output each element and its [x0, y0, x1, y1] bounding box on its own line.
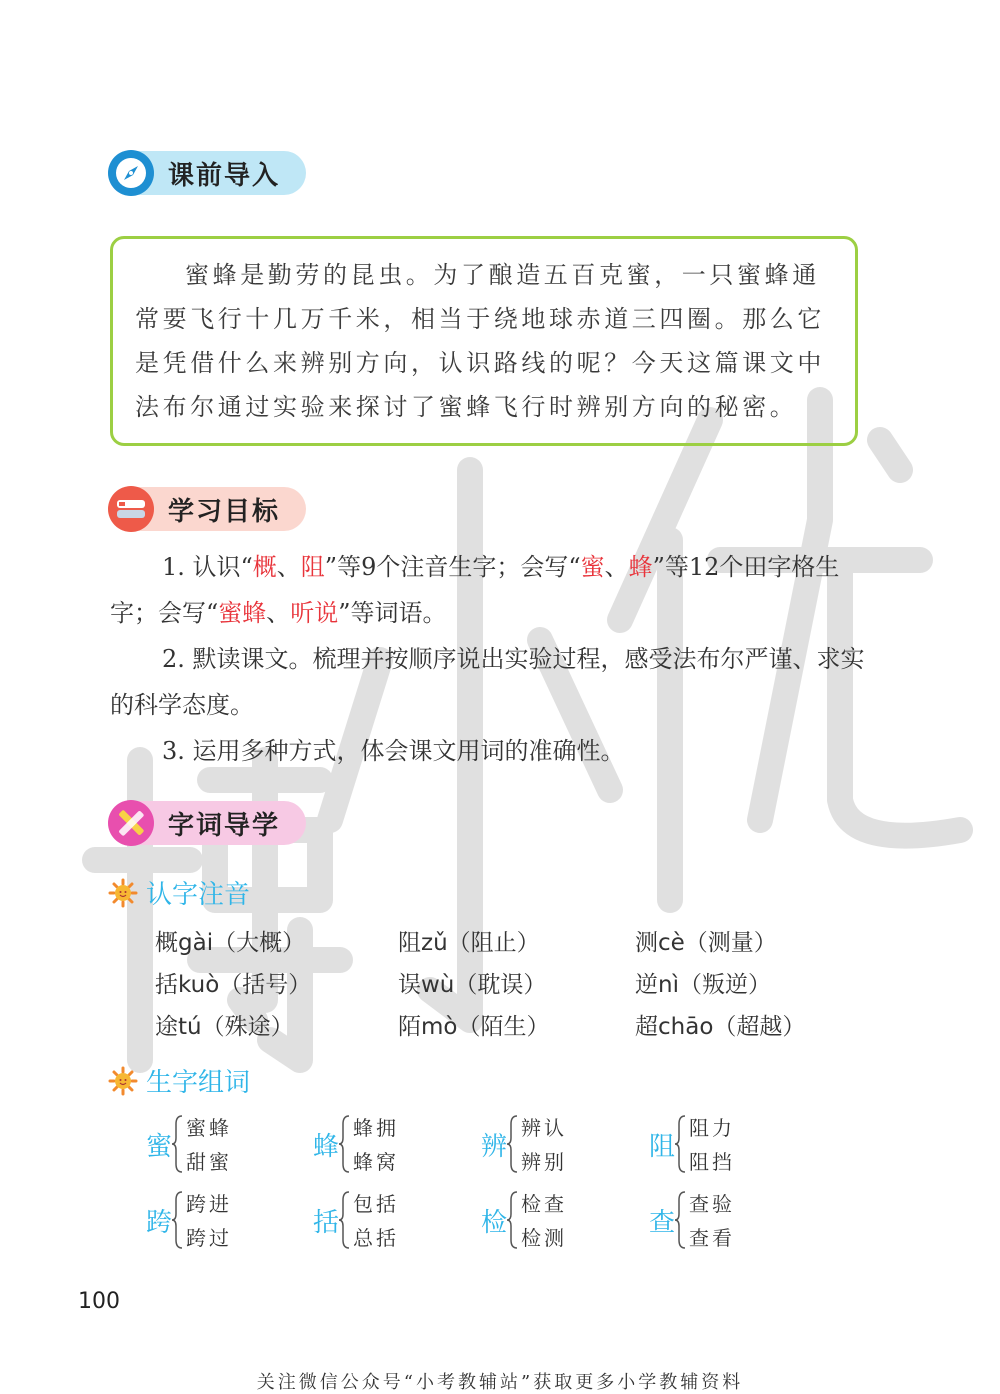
- word-group-word: 阻力: [689, 1116, 735, 1140]
- subhead-label: 生字组词: [146, 1068, 251, 1098]
- pinyin-char: 超: [635, 1014, 658, 1040]
- brace-icon: [172, 1190, 184, 1250]
- pinyin-word: （测量）: [684, 930, 777, 956]
- pinyin-sound: tú: [178, 1014, 202, 1040]
- pinyin-char: 概: [155, 930, 178, 956]
- pinyin-char: 途: [155, 1014, 178, 1040]
- pinyin-entry: [398, 924, 540, 957]
- word-group-word: 包括: [353, 1192, 399, 1216]
- pinyin-word: （括号）: [219, 972, 312, 998]
- subhead-words: [108, 1062, 250, 1099]
- pinyin-entry: [635, 924, 777, 957]
- pinyin-word: （叛逆）: [678, 972, 771, 998]
- word-group-word: 甜蜜: [186, 1150, 232, 1174]
- word-group: [649, 1108, 789, 1178]
- intro-paragraph: 蜜蜂是勤劳的昆虫。为了酿造五百克蜜，一只蜜蜂通常要飞行十几万千米，相当于绕地球赤道三四圈。那么它是凭借什么来辨别方向，认识路线的呢？今天这篇课文中法布尔通过实验来探讨了蜜蜂飞行时辨别方向的秘密。: [135, 261, 825, 421]
- word-group: [313, 1108, 453, 1178]
- word-group-word: 蜂窝: [353, 1150, 399, 1174]
- brace-icon: [507, 1190, 519, 1250]
- pinyin-word: （陌生）: [457, 1014, 550, 1040]
- word-group: [649, 1184, 789, 1254]
- word-group-char: 阻: [649, 1132, 676, 1162]
- word-group-word: 跨进: [186, 1192, 232, 1216]
- goal-text: ”等12个田字格生字；会写“: [110, 553, 840, 627]
- highlight-word: 听说: [290, 599, 339, 627]
- word-group-word: 辨认: [521, 1116, 567, 1140]
- subhead-label: 认字注音: [146, 880, 251, 910]
- word-group-char: 检: [481, 1208, 508, 1238]
- pinyin-char: 测: [635, 930, 658, 956]
- word-group-char: 查: [649, 1208, 676, 1238]
- pinyin-entry: [635, 966, 771, 999]
- pinyin-char: 括: [155, 972, 178, 998]
- pinyin-sound: nì: [658, 972, 679, 998]
- pinyin-char: 误: [398, 972, 421, 998]
- pinyin-char: 陌: [398, 1014, 421, 1040]
- pinyin-entry: [155, 966, 311, 999]
- word-group-char: 跨: [146, 1208, 173, 1238]
- pinyin-sound: zǔ: [421, 930, 448, 956]
- goal-1: [110, 544, 870, 636]
- footer-note: 关注微信公众号“小考教辅站”获取更多小学教辅资料: [256, 1372, 744, 1393]
- section-title: 课前导入: [168, 160, 281, 191]
- goal-2: 2. 默读课文。梳理并按顺序说出实验过程，感受法布尔严谨、求实的科学态度。: [110, 645, 865, 719]
- learning-goals: [110, 544, 870, 774]
- intro-box: [110, 236, 858, 446]
- sun-icon: [108, 878, 138, 908]
- highlight-char: 蜂: [628, 553, 653, 581]
- highlight-char: 阻: [300, 553, 325, 581]
- word-group-word: 总括: [353, 1226, 399, 1250]
- brace-icon: [507, 1114, 519, 1174]
- brace-icon: [675, 1190, 687, 1250]
- brace-icon: [339, 1114, 351, 1174]
- goal-text: ”等词语。: [338, 599, 447, 627]
- pinyin-char: 阻: [398, 930, 421, 956]
- pinyin-word: （殊途）: [201, 1014, 294, 1040]
- word-group-char: 辨: [481, 1132, 508, 1162]
- sun-icon: [108, 1066, 138, 1096]
- brace-icon: [172, 1114, 184, 1174]
- word-group-char: 括: [313, 1208, 340, 1238]
- word-group-word: 辨别: [521, 1150, 567, 1174]
- pinyin-word: （耽误）: [454, 972, 547, 998]
- section-title: 字词导学: [168, 810, 281, 841]
- pinyin-entry: [398, 966, 546, 999]
- goal-text: 、: [276, 553, 301, 581]
- section-header-intro: [108, 150, 308, 196]
- word-group-word: 蜜蜂: [186, 1116, 232, 1140]
- goal-text: 1. 认识“: [162, 553, 253, 581]
- section-header-words: [108, 800, 308, 846]
- word-group: [146, 1184, 286, 1254]
- goal-text: 、: [604, 553, 629, 581]
- pinyin-sound: chāo: [658, 1014, 714, 1040]
- word-group: [146, 1108, 286, 1178]
- word-group-word: 阻挡: [689, 1150, 735, 1174]
- brace-icon: [339, 1190, 351, 1250]
- pinyin-entry: [155, 1008, 294, 1041]
- compass-icon: [108, 150, 154, 196]
- pinyin-char: 逆: [635, 972, 658, 998]
- word-group-word: 跨过: [186, 1226, 232, 1250]
- word-group: [481, 1108, 621, 1178]
- highlight-word: 蜜蜂: [218, 599, 267, 627]
- word-group-char: 蜂: [313, 1132, 340, 1162]
- page-number: 100: [78, 1289, 120, 1314]
- pinyin-sound: wù: [421, 972, 455, 998]
- pinyin-word: （超越）: [713, 1014, 806, 1040]
- books-icon: [108, 486, 154, 532]
- goal-3: 3. 运用多种方式，体会课文用词的准确性。: [162, 737, 625, 765]
- pencil-ruler-icon: [108, 800, 154, 846]
- section-header-goals: [108, 486, 308, 532]
- subhead-pinyin: [108, 874, 250, 911]
- word-group-word: 查验: [689, 1192, 735, 1216]
- section-title: 学习目标: [168, 496, 281, 527]
- highlight-char: 概: [252, 553, 277, 581]
- word-group-word: 蜂拥: [353, 1116, 399, 1140]
- word-group-word: 查看: [689, 1226, 735, 1250]
- brace-icon: [675, 1114, 687, 1174]
- word-group-word: 检查: [521, 1192, 567, 1216]
- goal-text: 、: [266, 599, 291, 627]
- pinyin-entry: [635, 1008, 805, 1041]
- word-group: [313, 1184, 453, 1254]
- pinyin-sound: kuò: [178, 972, 220, 998]
- pinyin-entry: [398, 1008, 549, 1041]
- pinyin-word: （大概）: [213, 930, 306, 956]
- pinyin-sound: cè: [658, 930, 685, 956]
- pinyin-word: （阻止）: [447, 930, 540, 956]
- pinyin-sound: gài: [178, 930, 214, 956]
- word-group-char: 蜜: [146, 1132, 173, 1162]
- pinyin-entry: [155, 924, 305, 957]
- pinyin-sound: mò: [421, 1014, 458, 1040]
- word-group: [481, 1184, 621, 1254]
- highlight-char: 蜜: [580, 553, 605, 581]
- goal-text: ”等9个注音生字；会写“: [324, 553, 581, 581]
- word-group-word: 检测: [521, 1226, 567, 1250]
